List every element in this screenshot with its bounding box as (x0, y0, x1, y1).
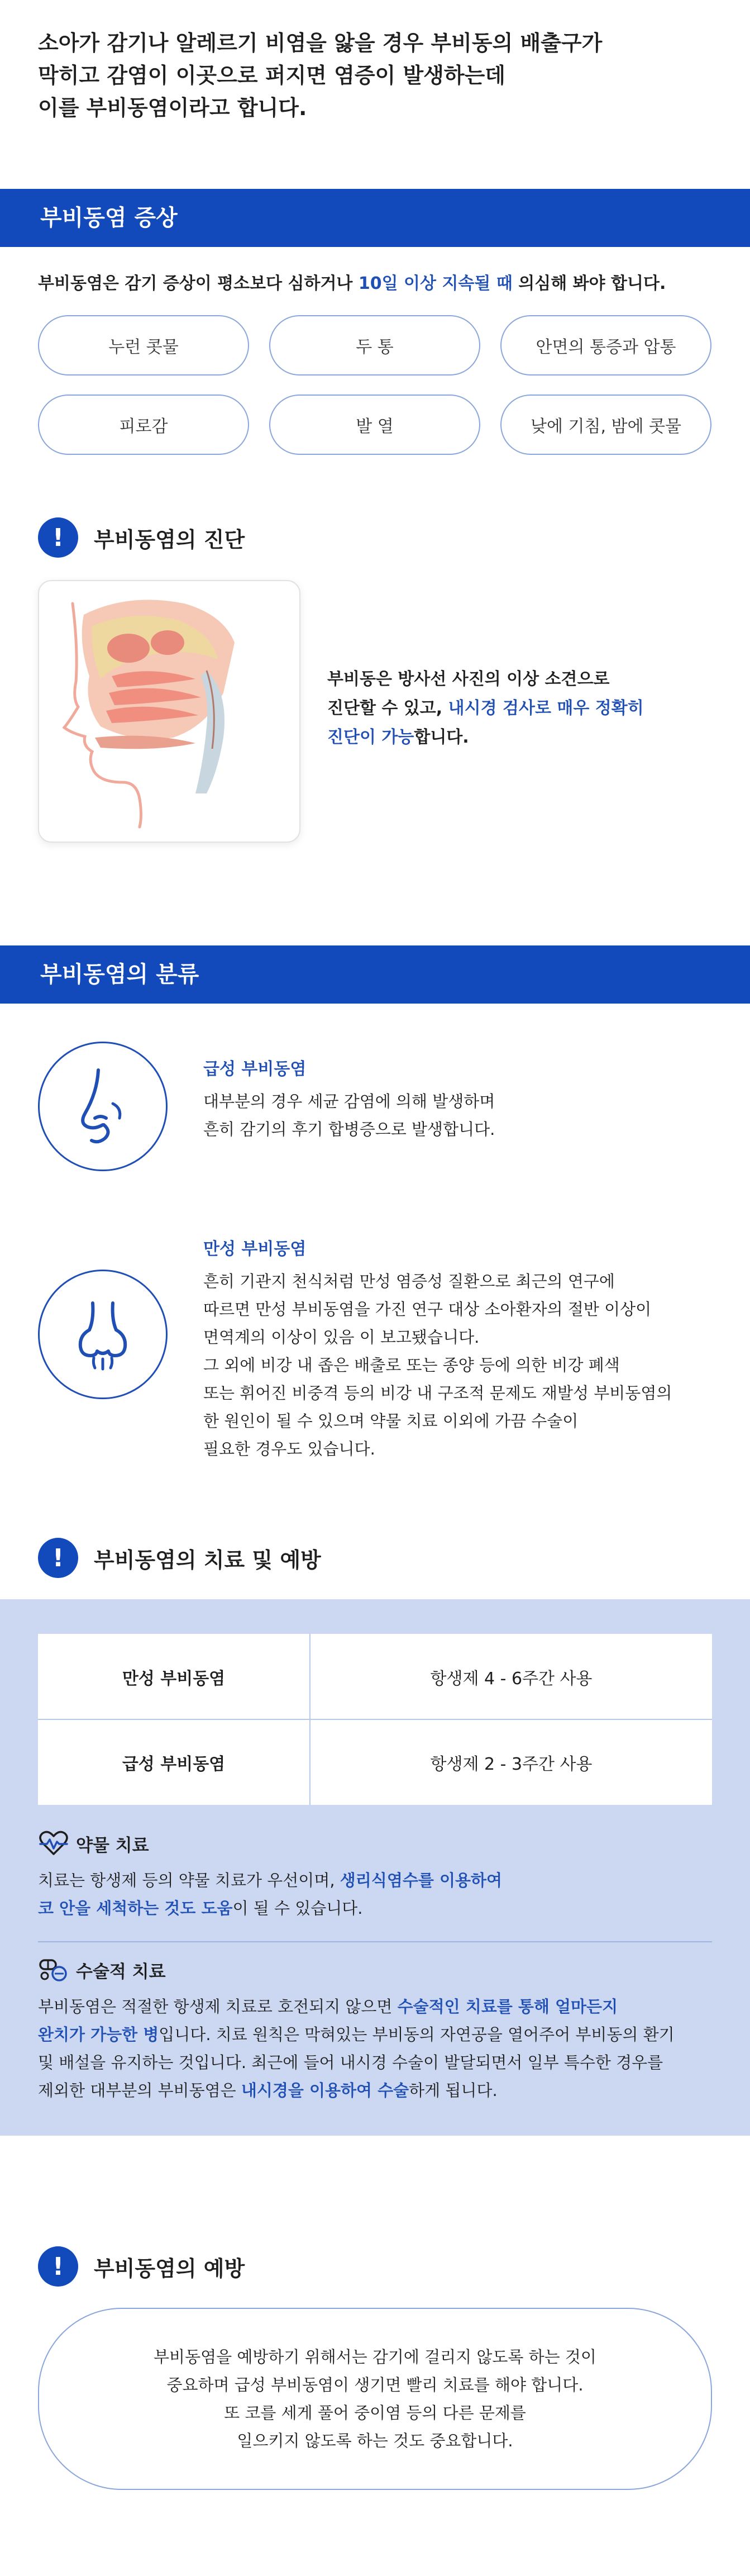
diagnosis-line2-highlight: 내시경 검사로 매우 정확히 (448, 698, 644, 718)
treatment-title: 부비동염의 치료 및 예방 (94, 1547, 321, 1572)
prevention-line: 또 코를 세게 풀어 중이염 등의 다른 문제를 (224, 2403, 526, 2422)
classification-bar-title: 부비동염의 분류 (40, 962, 199, 987)
chronic-line: 한 원인이 될 수 있으며 약물 치료 이외에 가끔 수술이 (203, 1411, 579, 1430)
symptom-pill (269, 395, 480, 455)
surgery-line4-pre: 제외한 대부분의 부비동염은 (38, 2081, 241, 2100)
intro-line: 이를 부비동염이라고 합니다. (38, 96, 307, 120)
drug-line1-highlight: 생리식염수를 이용하여 (340, 1871, 503, 1890)
symptom-pill (269, 315, 480, 376)
prevention-line: 일으키지 않도록 하는 것도 중요합니다. (237, 2431, 513, 2450)
symptoms-intro-highlight: 10일 이상 지속될 때 (358, 274, 513, 293)
chronic-line: 면역계의 이상이 있음 이 보고됐습니다. (203, 1328, 480, 1347)
table-cell-period: 항생제 2 - 3주간 사용 (430, 1754, 593, 1774)
drug-treatment-title: 약물 치료 (76, 1835, 149, 1856)
prevention-text (154, 2343, 596, 2455)
prevention-title: 부비동염의 예방 (94, 2256, 245, 2281)
treatment-table (38, 1634, 712, 1805)
diagnosis-line2-pre: 진단할 수 있고, (327, 698, 448, 718)
symptoms-intro (38, 269, 666, 294)
diagnosis-line: 부비동은 방사선 사진의 이상 소견으로 (327, 669, 610, 689)
drug-line2-post: 이 될 수 있습니다. (232, 1899, 363, 1918)
prevention-line: 부비동염을 예방하기 위해서는 감기에 걸리지 않도록 하는 것이 (154, 2347, 596, 2366)
diagnosis-line (327, 694, 685, 723)
symptoms-intro-post: 의심해 봐야 합니다. (512, 274, 666, 293)
surgery-line4-post: 하게 됩니다. (409, 2081, 498, 2100)
chronic-sinusitis-body (203, 1267, 717, 1463)
table-row (38, 1634, 712, 1719)
chronic-line: 필요한 경우도 있습니다. (203, 1439, 375, 1458)
diagnosis-text (327, 665, 685, 752)
diagnosis-line3-post: 합니다. (414, 728, 469, 747)
acute-sinusitis-block (203, 1055, 706, 1143)
surgery-line2-highlight: 완치가 가능한 병 (38, 2025, 159, 2044)
surgery-line1-highlight: 수술적인 치료를 통해 얼마든지 (397, 1997, 618, 2016)
symptoms-section-bar (0, 189, 750, 247)
acute-nose-icon-circle (38, 1042, 168, 1171)
symptom-pill (38, 395, 249, 455)
acute-sinusitis-title: 급성 부비동염 (203, 1059, 307, 1079)
heartbeat-icon (38, 1831, 69, 1856)
drug-line2-highlight: 코 안을 세척하는 것도 도움 (38, 1899, 233, 1918)
table-row (38, 1719, 712, 1805)
exclamation-icon: ! (38, 517, 78, 558)
treatment-header (38, 1538, 321, 1578)
acute-line: 흔히 감기의 후기 합병증으로 발생합니다. (203, 1120, 495, 1139)
chronic-line: 그 외에 비강 내 좁은 배출로 또는 종양 등에 의한 비강 폐색 (203, 1356, 620, 1375)
chronic-line: 따르면 만성 부비동염을 가진 연구 대상 소아환자의 절반 이상이 (203, 1300, 652, 1319)
nose-front-icon (64, 1295, 142, 1373)
symptoms-intro-pre: 부비동염은 감기 증상이 평소보다 심하거나 (38, 274, 359, 293)
symptom-pill (500, 395, 711, 455)
symptom-label: 피로감 (119, 417, 168, 436)
exclamation-icon: ! (38, 2246, 78, 2287)
drug-line (38, 1894, 714, 1922)
diagnosis-line3-highlight: 진단이 가능 (327, 728, 414, 747)
surgery-line1-pre: 부비동염은 적절한 항생제 치료로 호전되지 않으면 (38, 1997, 398, 2016)
table-cell-type: 만성 부비동염 (38, 1634, 310, 1719)
chronic-line: 흔히 기관지 천식처럼 만성 염증성 질환으로 최근의 연구에 (203, 1272, 615, 1291)
exclamation-icon: ! (38, 1538, 78, 1578)
acute-sinusitis-body (203, 1087, 706, 1143)
intro-line: 소아가 감기나 알레르기 비염을 앓을 경우 부비동의 배출구가 (38, 31, 603, 55)
prevention-header (38, 2246, 245, 2287)
symptom-label: 누런 콧물 (108, 338, 179, 357)
intro-text (38, 27, 708, 124)
table-cell-type: 급성 부비동염 (38, 1719, 310, 1805)
symptom-label: 두 통 (356, 338, 394, 357)
symptom-label: 안면의 통증과 압통 (536, 338, 676, 357)
intro-line: 막히고 감염이 이곳으로 퍼지면 염증이 발생하는데 (38, 63, 506, 88)
prevention-box (38, 2308, 712, 2490)
classification-section-bar (0, 945, 750, 1004)
diagnosis-header (38, 517, 245, 558)
drug-line (38, 1866, 714, 1894)
treatment-separator (38, 1941, 712, 1942)
drug-line1-pre: 치료는 항생제 등의 약물 치료가 우선이며, (38, 1871, 340, 1890)
acute-line: 대부분의 경우 세균 감염에 의해 발생하며 (203, 1092, 495, 1111)
drug-treatment-text (38, 1866, 714, 1922)
symptom-pill (500, 315, 711, 376)
surgery-line (38, 1993, 730, 2021)
surgery-title: 수술적 치료 (76, 1961, 166, 1982)
diagnosis-title: 부비동염의 진단 (94, 527, 245, 552)
nasal-anatomy-illustration (38, 580, 300, 843)
table-cell-period: 항생제 4 - 6주간 사용 (430, 1669, 593, 1689)
surgery-line2-post: 입니다. 치료 원칙은 막혀있는 부비동의 자연공을 열어주어 부비동의 환기 (159, 2025, 675, 2044)
chronic-sinusitis-block (203, 1235, 717, 1463)
symptoms-bar-title: 부비동염 증상 (40, 205, 178, 231)
surgery-line4-highlight: 내시경을 이용하여 수술 (241, 2081, 409, 2100)
surgery-icon (38, 1957, 69, 1983)
diagnosis-line (327, 723, 685, 752)
prevention-line: 중요하며 급성 부비동염이 생기면 빨리 치료를 해야 합니다. (166, 2375, 584, 2394)
surgery-line (38, 2076, 730, 2104)
symptom-pill (38, 315, 249, 376)
surgery-text (38, 1993, 730, 2104)
chronic-nose-icon-circle (38, 1270, 168, 1399)
surgery-line (38, 2021, 730, 2049)
surgery-line: 및 배설을 유지하는 것입니다. 최근에 들어 내시경 수술이 발달되면서 일부 특수한 경우를 (38, 2053, 663, 2072)
nose-profile-icon (64, 1064, 142, 1148)
chronic-sinusitis-title: 만성 부비동염 (203, 1239, 307, 1259)
symptom-label: 낮에 기침, 밤에 콧물 (531, 417, 681, 436)
drug-treatment-header (38, 1831, 149, 1856)
symptom-label: 발 열 (356, 417, 394, 436)
surgery-header (38, 1957, 166, 1983)
chronic-line: 또는 휘어진 비중격 등의 비강 내 구조적 문제도 재발성 부비동염의 (203, 1384, 672, 1403)
